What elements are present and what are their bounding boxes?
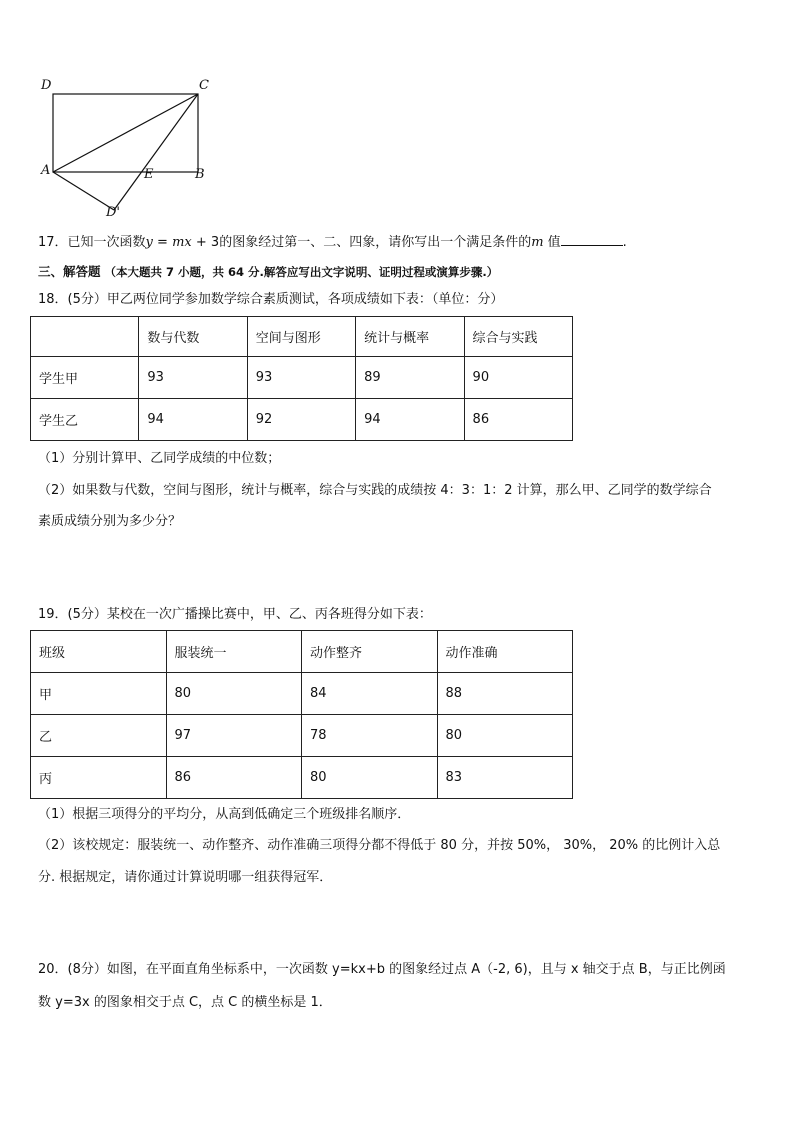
label-a: A — [41, 163, 51, 178]
label-b: B — [195, 167, 205, 182]
segment-ad-prime — [53, 172, 114, 210]
table-row: 丙 86 80 83 — [31, 757, 573, 799]
segment-cd-prime — [114, 94, 198, 210]
question-20-line-2: 数 y=3x 的图象相交于点 C，点 C 的横坐标是 1． — [38, 995, 332, 1010]
question-20-line-1: 20．(8分）如图，在平面直角坐标系中，一次函数 y=kx+b 的图象经过点 A（-2, 6)，且与 x 轴交于点 B，与正比例函 — [38, 962, 726, 977]
q19-score-table — [30, 630, 573, 799]
label-d-prime: D' — [106, 205, 120, 220]
answer-blank[interactable] — [561, 233, 623, 246]
q18-part-2-line-2: 素质成绩分别为多少分？ — [38, 514, 182, 529]
diagonal-ac — [53, 94, 198, 172]
question-19-stem: 19．(5分）某校在一次广播操比赛中，甲、乙、丙各班得分如下表： — [38, 607, 432, 622]
q19-part-2-line-2: 分. 根据规定，请你通过计算说明哪一组获得冠军． — [38, 870, 333, 885]
q18-part-2-line-1: （2）如果数与代数，空间与图形，统计与概率，综合与实践的成绩按 4：3：1：2 计算，那么甲、乙同学的数学综合 — [38, 483, 712, 498]
question-17: 17．已知一次函数y = mx + 3的图象经过第一、二、四象，请你写出一个满足条件的m 值 . — [38, 235, 627, 250]
table-row: 学生乙 94 92 94 86 — [31, 399, 573, 441]
q19-part-2-line-1: （2）该校规定：服装统一、动作整齐、动作准确三项得分都不得低于 80 分，并按 50%， 30%， 20% 的比例计入总 — [38, 838, 721, 853]
table-header-row: 数与代数 空间与图形 统计与概率 综合与实践 — [31, 317, 573, 357]
label-e: E — [144, 167, 154, 182]
label-c: C — [199, 78, 209, 93]
table-row: 乙 97 78 80 — [31, 715, 573, 757]
q18-part-1: （1）分别计算甲、乙同学成绩的中位数； — [38, 451, 281, 466]
table-header-row: 班级 服装统一 动作整齐 动作准确 — [31, 631, 573, 673]
geometry-figure — [30, 70, 230, 230]
q19-part-1: （1）根据三项得分的平均分，从高到低确定三个班级排名顺序． — [38, 807, 411, 822]
table-row: 甲 80 84 88 — [31, 673, 573, 715]
q18-score-table — [30, 316, 573, 441]
question-18-stem: 18．(5分）甲乙两位同学参加数学综合素质测试，各项成绩如下表：（单位：分） — [38, 292, 504, 307]
table-row: 学生甲 93 93 89 90 — [31, 357, 573, 399]
section-3-heading: 三、解答题 （本大题共 7 小题，共 64 分.解答应写出文字说明、证明过程或演算步骤.） — [38, 264, 499, 279]
label-d: D — [41, 78, 52, 93]
